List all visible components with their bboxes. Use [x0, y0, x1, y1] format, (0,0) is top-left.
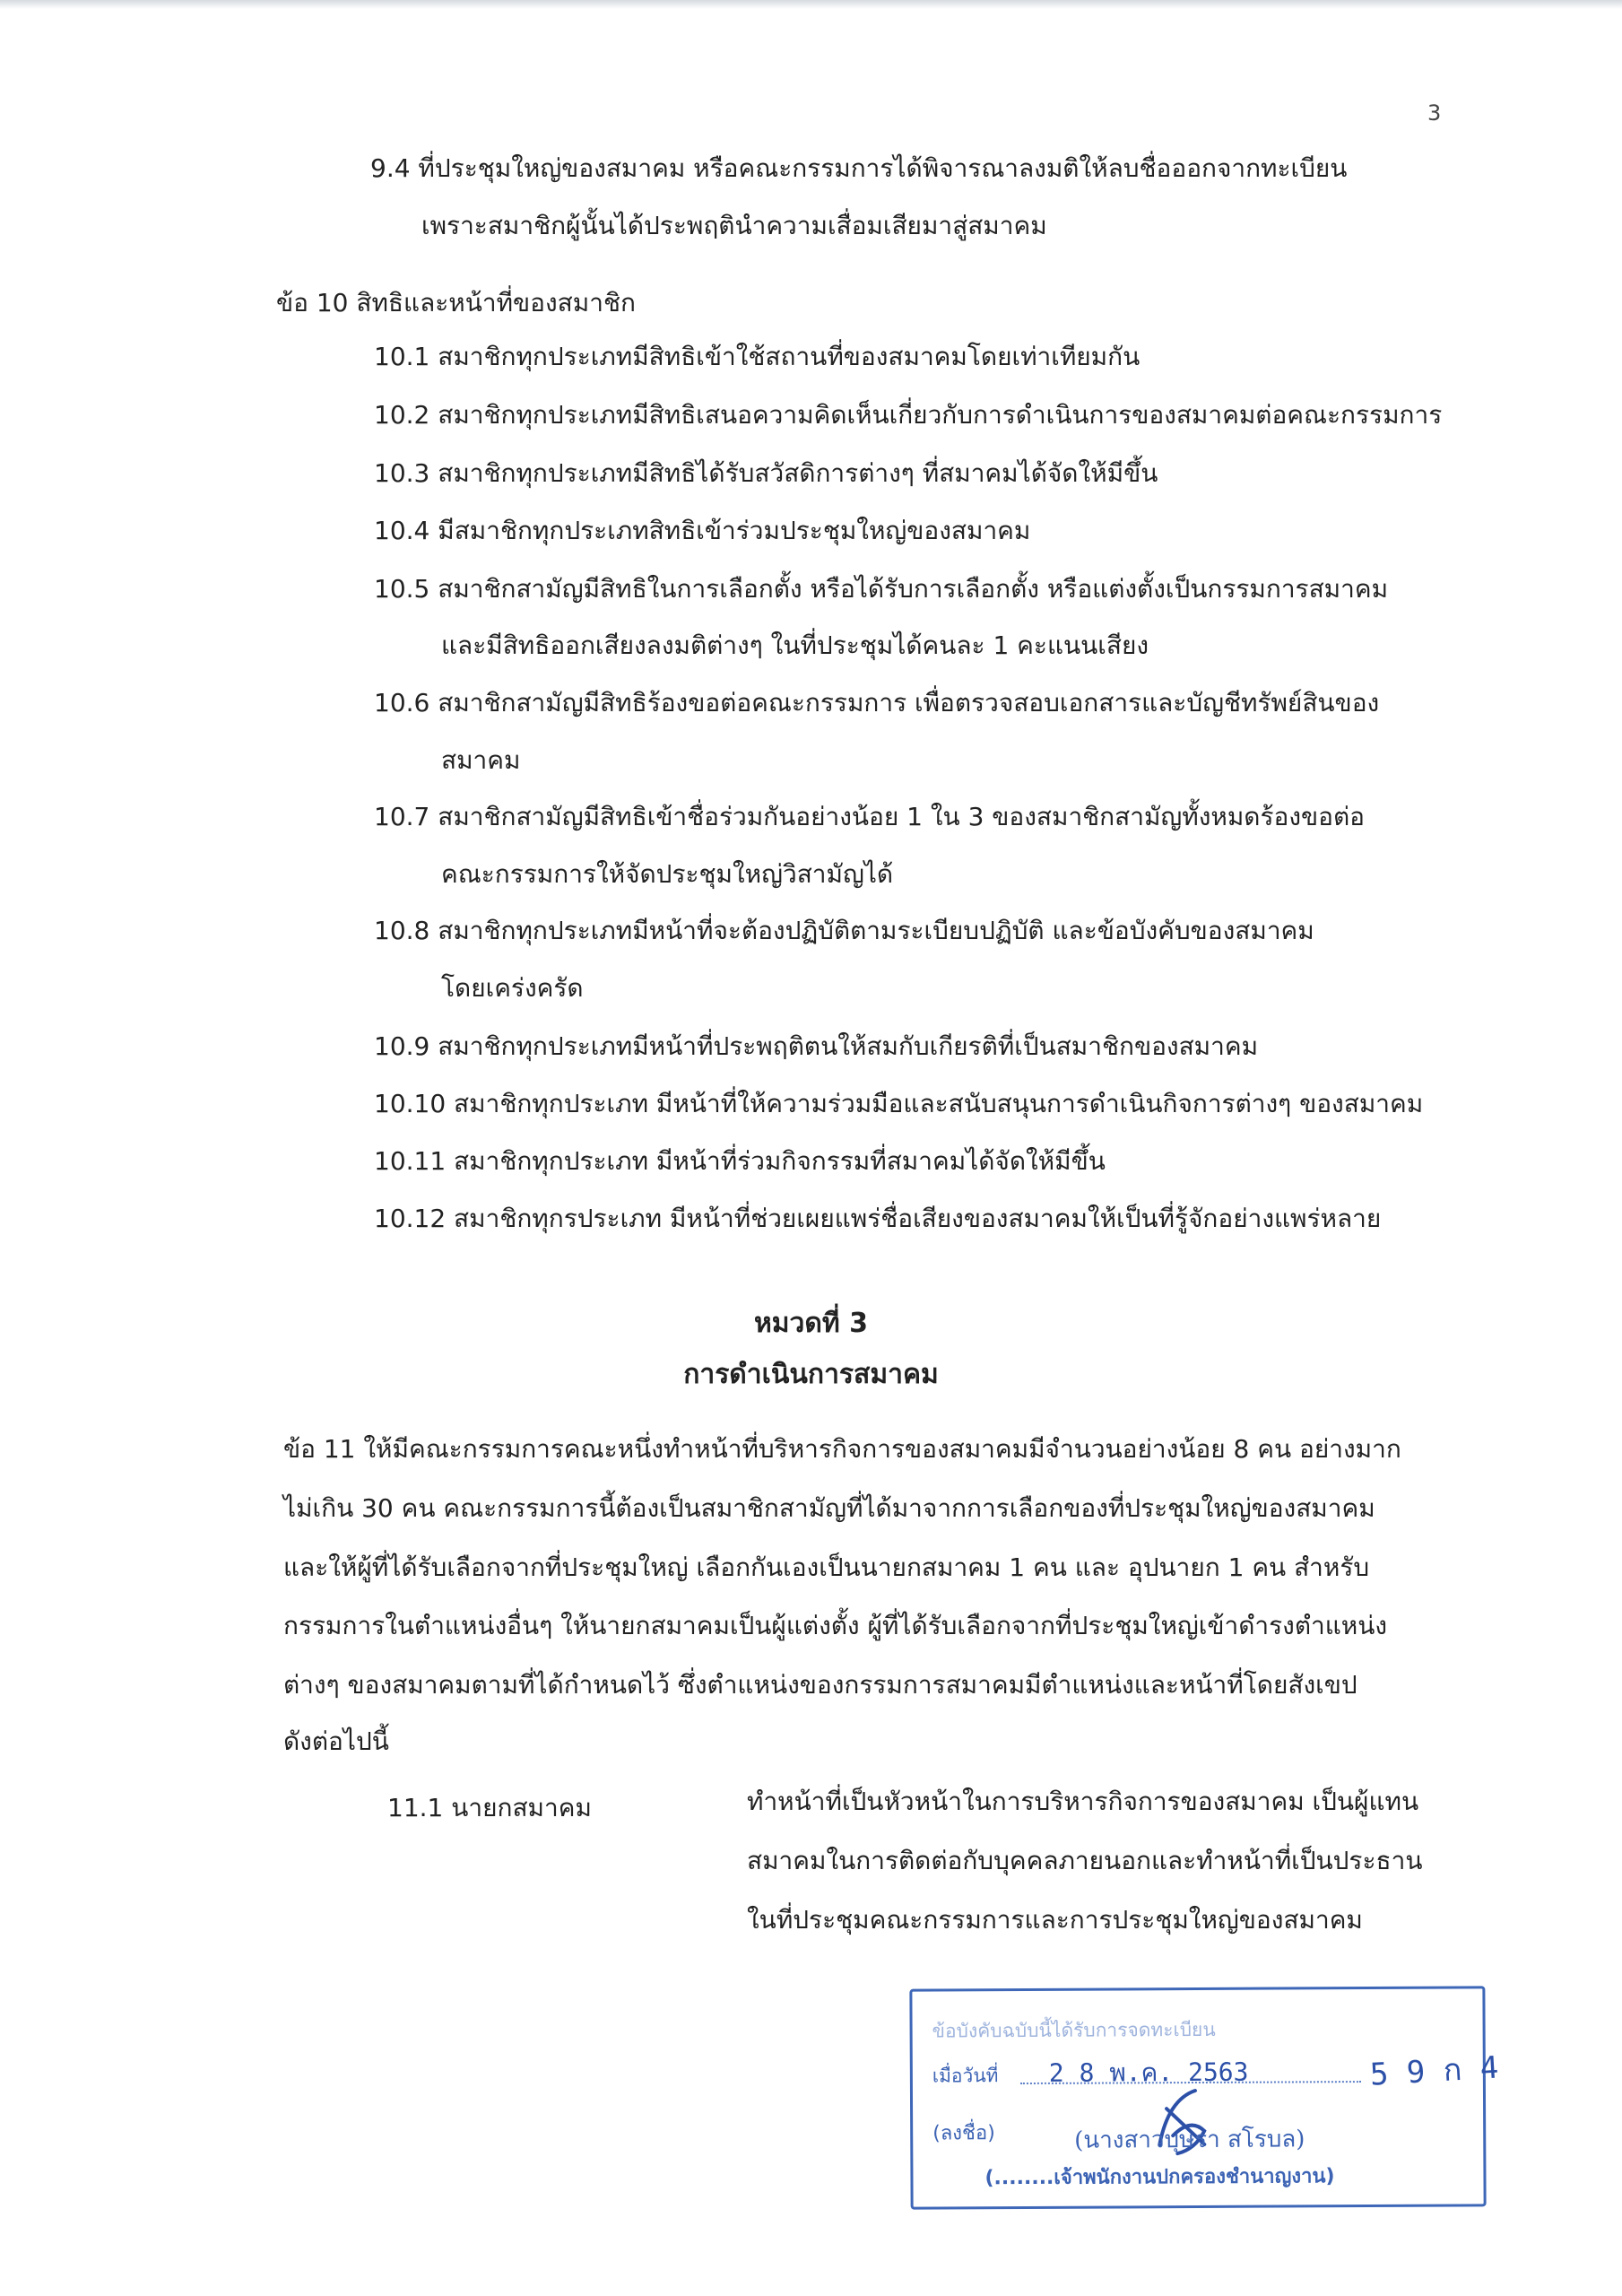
item-10-9: 10.9 สมาชิกทุกประเภทมีหน้าที่ประพฤติตนให้สมกับเกียรติที่เป็นสมาชิกของสมาคม: [374, 1031, 1259, 1061]
stamp-signer-name: (นางสาวบุษรา สโรบล): [1074, 2126, 1305, 2154]
scan-edge: [0, 0, 1622, 9]
item-11-1-desc-line3: ในที่ประชุมคณะกรรมการและการประชุมใหญ่ของสมาคม: [747, 1905, 1363, 1935]
item-10-2: 10.2 สมาชิกทุกประเภทมีสิทธิเสนอความคิดเห็นเกี่ยวกับการดำเนินการของสมาคมต่อคณะกรรมการ: [374, 400, 1443, 430]
page-number: 3: [1427, 100, 1442, 126]
item-9-4-line2: เพราะสมาชิกผู้นั้นได้ประพฤตินำความเสื่อมเสียมาสู่สมาคม: [421, 211, 1047, 240]
stamp-registered-text: ข้อบังคับฉบับนี้ได้รับการจดทะเบียน: [932, 2018, 1216, 2042]
item-11-1-label: 11.1 นายกสมาคม: [387, 1793, 592, 1822]
item-10-5-line2: และมีสิทธิออกเสียงลงมติต่างๆ ในที่ประชุมได้คนละ 1 คะแนนเสียง: [441, 631, 1149, 660]
stamp-date-prefix: เมื่อวันที่: [932, 2065, 999, 2087]
section-11-line6: ดังต่อไปนี้: [283, 1726, 389, 1756]
item-10-12: 10.12 สมาชิกทุกรประเภท มีหน้าที่ช่วยเผยแพร่ชื่อเสียงของสมาคมให้เป็นที่รู้จักอย่างแพร่หลาย: [374, 1204, 1382, 1233]
item-10-6-line2: สมาคม: [441, 745, 521, 775]
section-11-line1: ข้อ 11 ให้มีคณะกรรมการคณะหนึ่งทำหน้าที่บริหารกิจการของสมาคมมีจำนวนอย่างน้อย 8 คน อย่างมาก: [283, 1434, 1401, 1464]
item-10-11: 10.11 สมาชิกทุกประเภท มีหน้าที่ร่วมกิจกรรมที่สมาคมได้จัดให้มีขึ้น: [374, 1146, 1106, 1176]
item-10-5-line1: 10.5 สมาชิกสามัญมีสิทธิในการเลือกตั้ง หรือได้รับการเลือกตั้ง หรือแต่งตั้งเป็นกรรมการสมาคม: [374, 574, 1389, 604]
item-11-1-desc-line2: สมาคมในการติดต่อกับบุคคลภายนอกและทำหน้าที่เป็นประธาน: [747, 1846, 1423, 1875]
registration-stamp: [909, 1986, 1500, 2209]
item-10-4: 10.4 มีสมาชิกทุกประเภทสิทธิเข้าร่วมประชุมใหญ่ของสมาคม: [374, 516, 1031, 545]
item-10-6-line1: 10.6 สมาชิกสามัญมีสิทธิร้องขอต่อคณะกรรมการ เพื่อตรวจสอบเอกสารและบัญชีทรัพย์สินของ: [374, 688, 1380, 718]
section-11-line5: ต่างๆ ของสมาคมตามที่ได้กำหนดไว้ ซึ่งตำแหน่งของกรรมการสมาคมมีตำแหน่งและหน้าที่โดยสังเขป: [283, 1670, 1357, 1700]
item-9-4-line1: 9.4 ที่ประชุมใหญ่ของสมาคม หรือคณะกรรมการได้พิจารณาลงมติให้ลบชื่อออกจากทะเบียน: [370, 153, 1348, 183]
item-10-3: 10.3 สมาชิกทุกประเภทมีสิทธิได้รับสวัสดิการต่างๆ ที่สมาคมได้จัดให้มีขึ้น: [374, 458, 1158, 488]
stamp-date-value: 2 8 พ.ค. 2563: [1048, 2057, 1249, 2088]
item-10-8-line2: โดยเคร่งครัด: [441, 973, 584, 1003]
item-10-7-line2: คณะกรรมการให้จัดประชุมใหญ่วิสามัญได้: [441, 859, 894, 889]
item-10-1: 10.1 สมาชิกทุกประเภทมีสิทธิเข้าใช้สถานที่ของสมาคมโดยเท่าเทียมกัน: [374, 342, 1141, 371]
chapter-subtitle: การดำเนินการสมาคม: [683, 1359, 939, 1390]
chapter-title: หมวดที่ 3: [754, 1308, 868, 1339]
stamp-reg-number: 5 9 ก 4: [1368, 2049, 1500, 2093]
item-10-7-line1: 10.7 สมาชิกสามัญมีสิทธิเข้าชื่อร่วมกันอย่างน้อย 1 ใน 3 ของสมาชิกสามัญทั้งหมดร้องขอต่อ: [374, 802, 1365, 831]
section-11-line4: กรรมการในตำแหน่งอื่นๆ ให้นายกสมาคมเป็นผู้แต่งตั้ง ผู้ที่ได้รับเลือกจากที่ประชุมใหญ่เข้าดำรงตำแหน่ง: [283, 1611, 1388, 1640]
item-11-1-desc-line1: ทำหน้าที่เป็นหัวหน้าในการบริหารกิจการของสมาคม เป็นผู้แทน: [747, 1787, 1419, 1816]
stamp-signed-label: (ลงชื่อ): [932, 2122, 995, 2145]
section-10-heading: ข้อ 10 สิทธิและหน้าที่ของสมาชิก: [276, 288, 636, 317]
item-10-8-line1: 10.8 สมาชิกทุกประเภทมีหน้าที่จะต้องปฏิบัติตามระเบียบปฏิบัติ และข้อบังคับของสมาคม: [374, 916, 1314, 945]
stamp-signer-title: (........เจ้าพนักงานปกครองชำนาญงาน): [984, 2165, 1335, 2190]
section-11-line3: และให้ผู้ที่ได้รับเลือกจากที่ประชุมใหญ่ เลือกกันเองเป็นนายกสมาคม 1 คน และ อุปนายก 1 คน สำหรับ: [283, 1552, 1370, 1582]
item-10-10: 10.10 สมาชิกทุกประเภท มีหน้าที่ให้ความร่วมมือและสนับสนุนการดำเนินกิจการต่างๆ ของสมาคม: [374, 1089, 1424, 1118]
section-11-line2: ไม่เกิน 30 คน คณะกรรมการนี้ต้องเป็นสมาชิกสามัญที่ได้มาจากการเลือกของที่ประชุมใหญ่ของสมาคม: [283, 1493, 1375, 1523]
